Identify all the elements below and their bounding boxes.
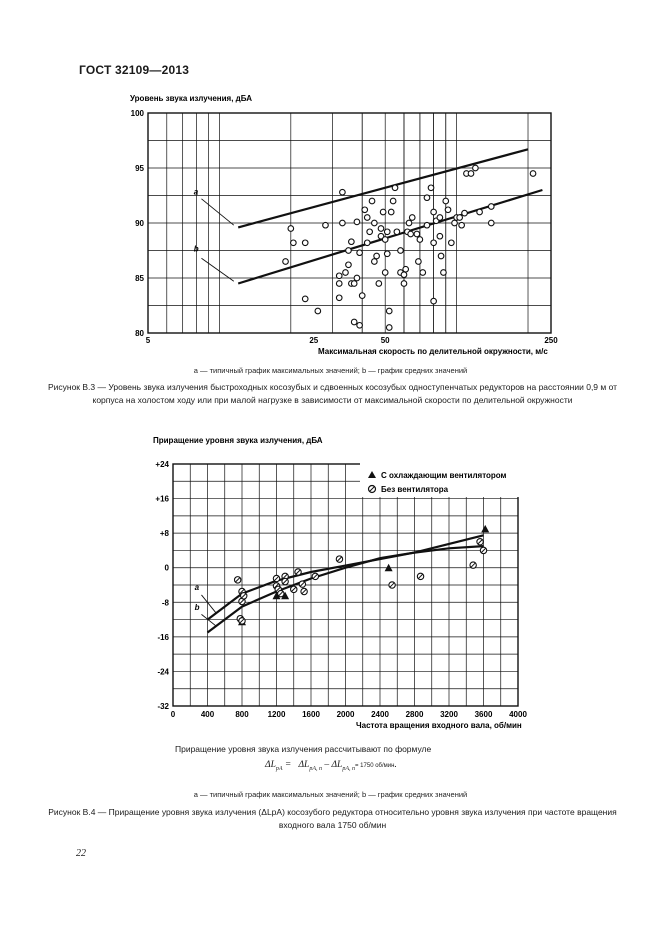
curve-label-b: b: [194, 603, 200, 613]
data-point: [392, 185, 398, 191]
curve-b: [238, 190, 542, 284]
data-point: [384, 229, 390, 235]
x-tick-label: 5: [145, 336, 151, 345]
x-tick-label: 0: [170, 710, 176, 719]
data-point: [449, 240, 455, 246]
data-point: [346, 248, 352, 254]
data-point: [351, 319, 357, 325]
data-point: [386, 325, 392, 331]
data-point: [401, 281, 407, 287]
data-point: [488, 220, 494, 226]
data-point: [457, 215, 463, 221]
x-tick-label: 2000: [336, 710, 355, 719]
formula-term1: ΔL: [298, 760, 310, 770]
circle-slash-data-point: [241, 593, 247, 599]
x-tick-label: 50: [380, 336, 390, 345]
y-tick-label: -32: [157, 702, 169, 711]
formula-term2: ΔL: [331, 760, 343, 770]
data-point: [417, 237, 423, 243]
data-point: [443, 198, 449, 204]
circle-slash-data-point: [234, 577, 240, 583]
data-point: [372, 220, 378, 226]
formula-lhs-sub: pA: [275, 765, 283, 772]
document-header: ГОСТ 32109—2013: [79, 63, 190, 77]
data-point: [390, 198, 396, 204]
data-point: [530, 171, 536, 177]
x-tick-label: 400: [200, 710, 215, 719]
x-tick-label: 25: [309, 336, 319, 345]
curve-label-a: a: [193, 187, 199, 197]
figure-b3-ylabel: Уровень звука излучения, дБА: [130, 94, 252, 103]
data-point: [438, 253, 444, 259]
data-point: [488, 204, 494, 210]
data-point: [359, 293, 365, 299]
data-point: [382, 270, 388, 276]
curve-label-b-leader: [201, 614, 216, 626]
curve-label-a-leader: [201, 595, 216, 613]
data-point: [477, 209, 483, 215]
data-point: [384, 251, 390, 257]
data-point: [401, 272, 407, 278]
data-point: [302, 296, 308, 302]
page-number: 22: [76, 848, 86, 859]
figure-b3-chart: [0, 85, 661, 375]
formula: [265, 760, 397, 772]
circle-slash-marker-icon: [369, 486, 376, 493]
data-point: [462, 210, 468, 216]
x-tick-label: 1600: [302, 710, 320, 719]
circle-slash-data-point: [239, 618, 245, 624]
y-tick-label: +24: [155, 460, 169, 469]
formula-term2-sub: pA, n: [342, 765, 356, 772]
data-point: [382, 237, 388, 243]
x-tick-label: 800: [235, 710, 249, 719]
figure-b3-caption: Рисунок В.3 — Уровень звука излучения быстроходных косозубых и сдвоенных косозубых одноступенчатых редукторов на расстоянии 0,9 м от корпуса на холостом ходу или при малой нагрузке в зависимости от максимальной скорости по делительной окружности: [47, 382, 618, 405]
data-point: [372, 259, 378, 265]
data-point: [388, 209, 394, 215]
data-point: [374, 253, 380, 259]
figure-b4-legend: [360, 463, 520, 497]
x-tick-label: 250: [544, 336, 558, 345]
data-point: [386, 308, 392, 314]
circle-slash-data-point: [273, 575, 279, 581]
figure-b4-legend-note: a — типичный график максимальных значений; b — график средних значений: [193, 790, 468, 799]
curve-label-a-leader: [201, 199, 233, 225]
data-point: [336, 273, 342, 279]
data-point: [431, 209, 437, 215]
legend-item-fan: С охлаждающим вентилятором: [381, 471, 507, 480]
data-point: [376, 281, 382, 287]
data-point: [380, 209, 386, 215]
data-point: [351, 281, 357, 287]
formula-eq: =: [284, 760, 292, 770]
x-tick-label: 3600: [474, 710, 493, 719]
data-point: [323, 222, 329, 228]
data-point: [468, 171, 474, 177]
circle-slash-data-point: [389, 582, 395, 588]
figure-b4-xlabel: Частота вращения входного вала, об/мин: [356, 721, 522, 730]
y-tick-label: 0: [164, 563, 169, 573]
data-point: [315, 308, 321, 314]
figure-b4-caption: Рисунок В.4 — Приращение уровня звука излучения (ΔLpA) косозубого редуктора относительно уровня звука излучения при частоте вращения входного вала 1750 об/мин: [48, 807, 617, 830]
circle-slash-data-point: [301, 588, 307, 594]
y-tick-label: +16: [155, 494, 169, 504]
circle-slash-data-point: [278, 590, 284, 596]
formula-minus: –: [324, 760, 330, 770]
y-tick-label: 100: [130, 109, 144, 118]
data-point: [364, 215, 370, 221]
data-point: [367, 229, 373, 235]
data-point: [473, 165, 479, 171]
data-point: [357, 250, 363, 256]
data-point: [394, 229, 400, 235]
data-point: [340, 220, 346, 226]
formula-term2-tail: = 1750 об/мин: [355, 763, 395, 769]
data-point: [369, 198, 375, 204]
x-tick-label: 3200: [440, 710, 458, 719]
data-point: [441, 270, 447, 276]
figure-b4-data-points: [234, 525, 489, 625]
data-point: [302, 240, 308, 246]
data-point: [354, 219, 360, 225]
data-point: [336, 295, 342, 301]
x-tick-label: 1200: [267, 710, 286, 719]
circle-slash-data-point: [291, 586, 297, 592]
figure-b3-ticks: [131, 109, 559, 345]
data-point: [409, 215, 415, 221]
y-tick-label: 90: [135, 219, 144, 228]
data-point: [291, 240, 297, 246]
figure-b4-chart: [0, 425, 661, 745]
y-tick-label: +8: [159, 529, 169, 539]
data-point: [459, 222, 465, 228]
data-point: [452, 220, 458, 226]
y-tick-label: -16: [157, 632, 169, 642]
data-point: [398, 248, 404, 254]
formula-intro: Приращение уровня звука излучения рассчитывают по формуле: [175, 744, 432, 754]
data-point: [283, 259, 289, 265]
circle-slash-data-point: [295, 569, 301, 575]
circle-slash-data-point: [417, 573, 423, 579]
curve-label-b: b: [193, 244, 199, 254]
y-tick-label: -8: [161, 598, 169, 608]
data-point: [437, 233, 443, 239]
y-tick-label: 85: [135, 274, 144, 283]
data-point: [414, 231, 420, 237]
data-point: [357, 323, 363, 329]
y-tick-label: 95: [135, 164, 144, 173]
data-point: [364, 240, 370, 246]
y-tick-label: 80: [135, 329, 144, 338]
data-point: [288, 226, 294, 232]
x-tick-label: 2400: [371, 710, 389, 719]
data-point: [403, 266, 409, 272]
triangle-data-point: [481, 525, 489, 533]
circle-slash-data-point: [312, 573, 318, 579]
data-point: [378, 226, 384, 232]
data-point: [428, 185, 434, 191]
circle-slash-data-point: [470, 562, 476, 568]
data-point: [437, 215, 443, 221]
circle-slash-data-point: [477, 539, 483, 545]
data-point: [445, 207, 451, 213]
figure-b4-grid: [173, 464, 518, 706]
data-point: [431, 298, 437, 304]
data-point: [354, 275, 360, 281]
legend-item-no-fan: Без вентилятора: [381, 485, 449, 494]
circle-slash-data-point: [480, 547, 486, 553]
data-point: [416, 259, 422, 265]
formula-term1-sub: pA, n: [309, 765, 322, 772]
circle-slash-data-point: [299, 581, 305, 587]
x-tick-label: 4000: [509, 710, 527, 719]
formula-end: .: [394, 760, 397, 770]
data-point: [406, 220, 412, 226]
data-point: [424, 195, 430, 201]
y-tick-label: -24: [157, 667, 169, 677]
circle-slash-data-point: [336, 556, 342, 562]
curve-label-a: a: [194, 583, 200, 593]
figure-b4-ylabel: Приращение уровня звука излучения, дБА: [153, 436, 323, 445]
data-point: [362, 207, 368, 213]
data-point: [336, 281, 342, 287]
x-tick-label: 2800: [405, 710, 424, 719]
figure-b3-xlabel: Максимальная скорость по делительной окружности, м/с: [318, 347, 548, 356]
formula-lhs: ΔL: [265, 760, 276, 770]
data-point: [340, 189, 346, 195]
data-point: [346, 262, 352, 268]
data-point: [408, 231, 414, 237]
data-point: [343, 270, 349, 276]
data-point: [424, 222, 430, 228]
circle-slash-data-point: [282, 578, 288, 584]
data-point: [420, 270, 426, 276]
data-point: [349, 239, 355, 245]
curve-a: [238, 149, 528, 227]
data-point: [431, 240, 437, 246]
figure-b3-legend-note: a — типичный график максимальных значений; b — график средних значений: [193, 366, 468, 375]
